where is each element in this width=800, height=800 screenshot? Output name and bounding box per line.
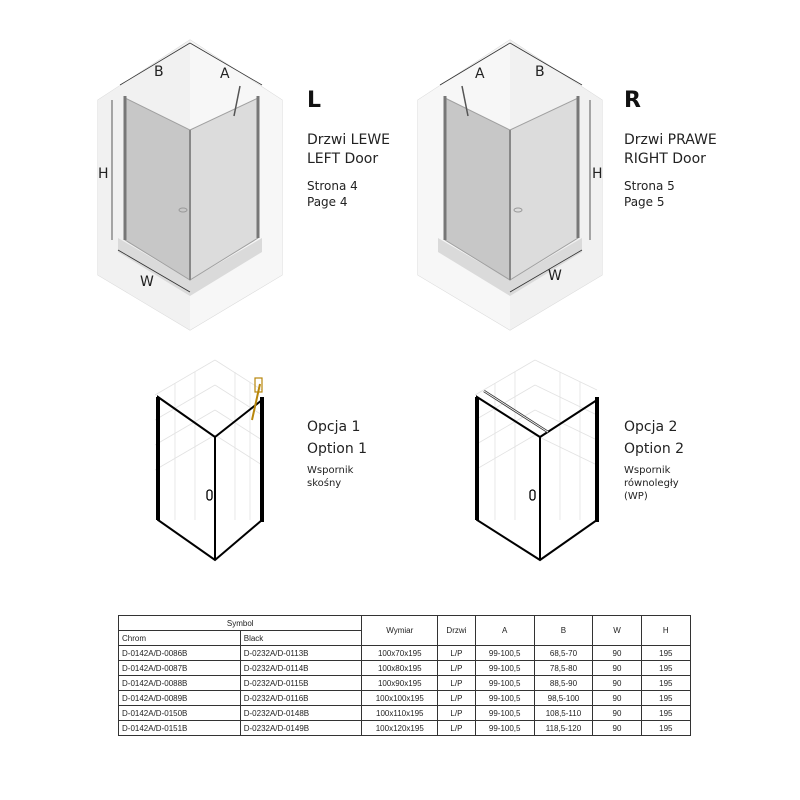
cell-a: 99-100,5 bbox=[475, 661, 534, 676]
table-row bbox=[119, 721, 691, 736]
table-header-row bbox=[119, 616, 691, 631]
cell-black: D-0232A/D-0113B bbox=[240, 646, 362, 661]
dim-a-label: A bbox=[475, 66, 485, 82]
cell-b: 108,5-110 bbox=[534, 706, 593, 721]
cell-h: 195 bbox=[641, 706, 690, 721]
cell-w: 90 bbox=[593, 676, 641, 691]
cell-w: 90 bbox=[593, 691, 641, 706]
cell-w: 90 bbox=[593, 706, 641, 721]
right-title-pl: Drzwi PRAWE bbox=[624, 132, 717, 148]
cell-w: 90 bbox=[593, 661, 641, 676]
header-a: A bbox=[475, 616, 534, 646]
option1-diagram bbox=[145, 345, 305, 570]
header-wymiar: Wymiar bbox=[362, 616, 438, 646]
cell-wymiar: 100x70x195 bbox=[362, 646, 438, 661]
option1-desc-line1: Wspornik bbox=[307, 465, 354, 476]
header-drzwi: Drzwi bbox=[438, 616, 476, 646]
header-b: B bbox=[534, 616, 593, 646]
cell-h: 195 bbox=[641, 721, 690, 736]
cell-drzwi: L/P bbox=[438, 661, 476, 676]
cell-h: 195 bbox=[641, 676, 690, 691]
cell-a: 99-100,5 bbox=[475, 676, 534, 691]
option2-label-pl: Opcja 2 bbox=[624, 419, 678, 435]
cell-b: 88,5-90 bbox=[534, 676, 593, 691]
cell-chrom: D-0142A/D-0150B bbox=[119, 706, 241, 721]
dim-h-label: H bbox=[98, 166, 109, 182]
dim-h-label: H bbox=[592, 166, 603, 182]
right-page-en: Page 5 bbox=[624, 195, 665, 209]
cell-h: 195 bbox=[641, 691, 690, 706]
cell-chrom: D-0142A/D-0088B bbox=[119, 676, 241, 691]
cell-wymiar: 100x90x195 bbox=[362, 676, 438, 691]
header-symbol: Symbol bbox=[119, 616, 362, 631]
dim-b-label: B bbox=[154, 64, 164, 80]
cell-wymiar: 100x110x195 bbox=[362, 706, 438, 721]
cell-wymiar: 100x100x195 bbox=[362, 691, 438, 706]
option2-diagram bbox=[465, 345, 625, 570]
header-black: Black bbox=[240, 631, 362, 646]
left-page-en: Page 4 bbox=[307, 195, 348, 209]
dim-a-label: A bbox=[220, 66, 230, 82]
cell-chrom: D-0142A/D-0089B bbox=[119, 691, 241, 706]
cell-chrom: D-0142A/D-0151B bbox=[119, 721, 241, 736]
option1-label-en: Option 1 bbox=[307, 441, 368, 457]
table-row bbox=[119, 691, 691, 706]
table-row bbox=[119, 646, 691, 661]
right-door-diagram bbox=[410, 35, 620, 335]
option2-label-en: Option 2 bbox=[624, 441, 685, 457]
table-row bbox=[119, 661, 691, 676]
dim-b-label: B bbox=[535, 64, 545, 80]
cell-b: 78,5-80 bbox=[534, 661, 593, 676]
cell-b: 118,5-120 bbox=[534, 721, 593, 736]
header-w: W bbox=[593, 616, 641, 646]
cell-drzwi: L/P bbox=[438, 691, 476, 706]
cell-drzwi: L/P bbox=[438, 646, 476, 661]
header-chrom: Chrom bbox=[119, 631, 241, 646]
right-page-pl: Strona 5 bbox=[624, 179, 675, 193]
spec-table bbox=[118, 615, 691, 736]
cell-a: 99-100,5 bbox=[475, 706, 534, 721]
dim-w-label: W bbox=[548, 268, 562, 284]
table-row bbox=[119, 676, 691, 691]
cell-a: 99-100,5 bbox=[475, 691, 534, 706]
cell-a: 99-100,5 bbox=[475, 721, 534, 736]
option2-desc-line3: (WP) bbox=[624, 491, 648, 502]
cell-black: D-0232A/D-0148B bbox=[240, 706, 362, 721]
header-h: H bbox=[641, 616, 690, 646]
cell-drzwi: L/P bbox=[438, 676, 476, 691]
option2-desc-line1: Wspornik bbox=[624, 465, 671, 476]
cell-w: 90 bbox=[593, 646, 641, 661]
cell-chrom: D-0142A/D-0086B bbox=[119, 646, 241, 661]
cell-black: D-0232A/D-0116B bbox=[240, 691, 362, 706]
left-letter: L bbox=[307, 88, 322, 113]
right-letter: R bbox=[624, 88, 641, 113]
cell-b: 68,5-70 bbox=[534, 646, 593, 661]
cell-black: D-0232A/D-0149B bbox=[240, 721, 362, 736]
cell-wymiar: 100x120x195 bbox=[362, 721, 438, 736]
cell-b: 98,5-100 bbox=[534, 691, 593, 706]
left-page-pl: Strona 4 bbox=[307, 179, 358, 193]
left-title-en: LEFT Door bbox=[307, 151, 379, 167]
cell-h: 195 bbox=[641, 646, 690, 661]
dim-w-label: W bbox=[140, 274, 154, 290]
left-door-diagram bbox=[90, 35, 300, 335]
cell-h: 195 bbox=[641, 661, 690, 676]
left-title-pl: Drzwi LEWE bbox=[307, 132, 391, 148]
cell-drzwi: L/P bbox=[438, 721, 476, 736]
cell-chrom: D-0142A/D-0087B bbox=[119, 661, 241, 676]
cell-black: D-0232A/D-0114B bbox=[240, 661, 362, 676]
option1-desc-line2: skośny bbox=[307, 478, 342, 489]
right-title-en: RIGHT Door bbox=[624, 151, 706, 167]
cell-w: 90 bbox=[593, 721, 641, 736]
cell-wymiar: 100x80x195 bbox=[362, 661, 438, 676]
option1-label-pl: Opcja 1 bbox=[307, 419, 361, 435]
option2-desc-line2: równoległy bbox=[624, 478, 679, 489]
cell-drzwi: L/P bbox=[438, 706, 476, 721]
cell-a: 99-100,5 bbox=[475, 646, 534, 661]
table-row bbox=[119, 706, 691, 721]
cell-black: D-0232A/D-0115B bbox=[240, 676, 362, 691]
